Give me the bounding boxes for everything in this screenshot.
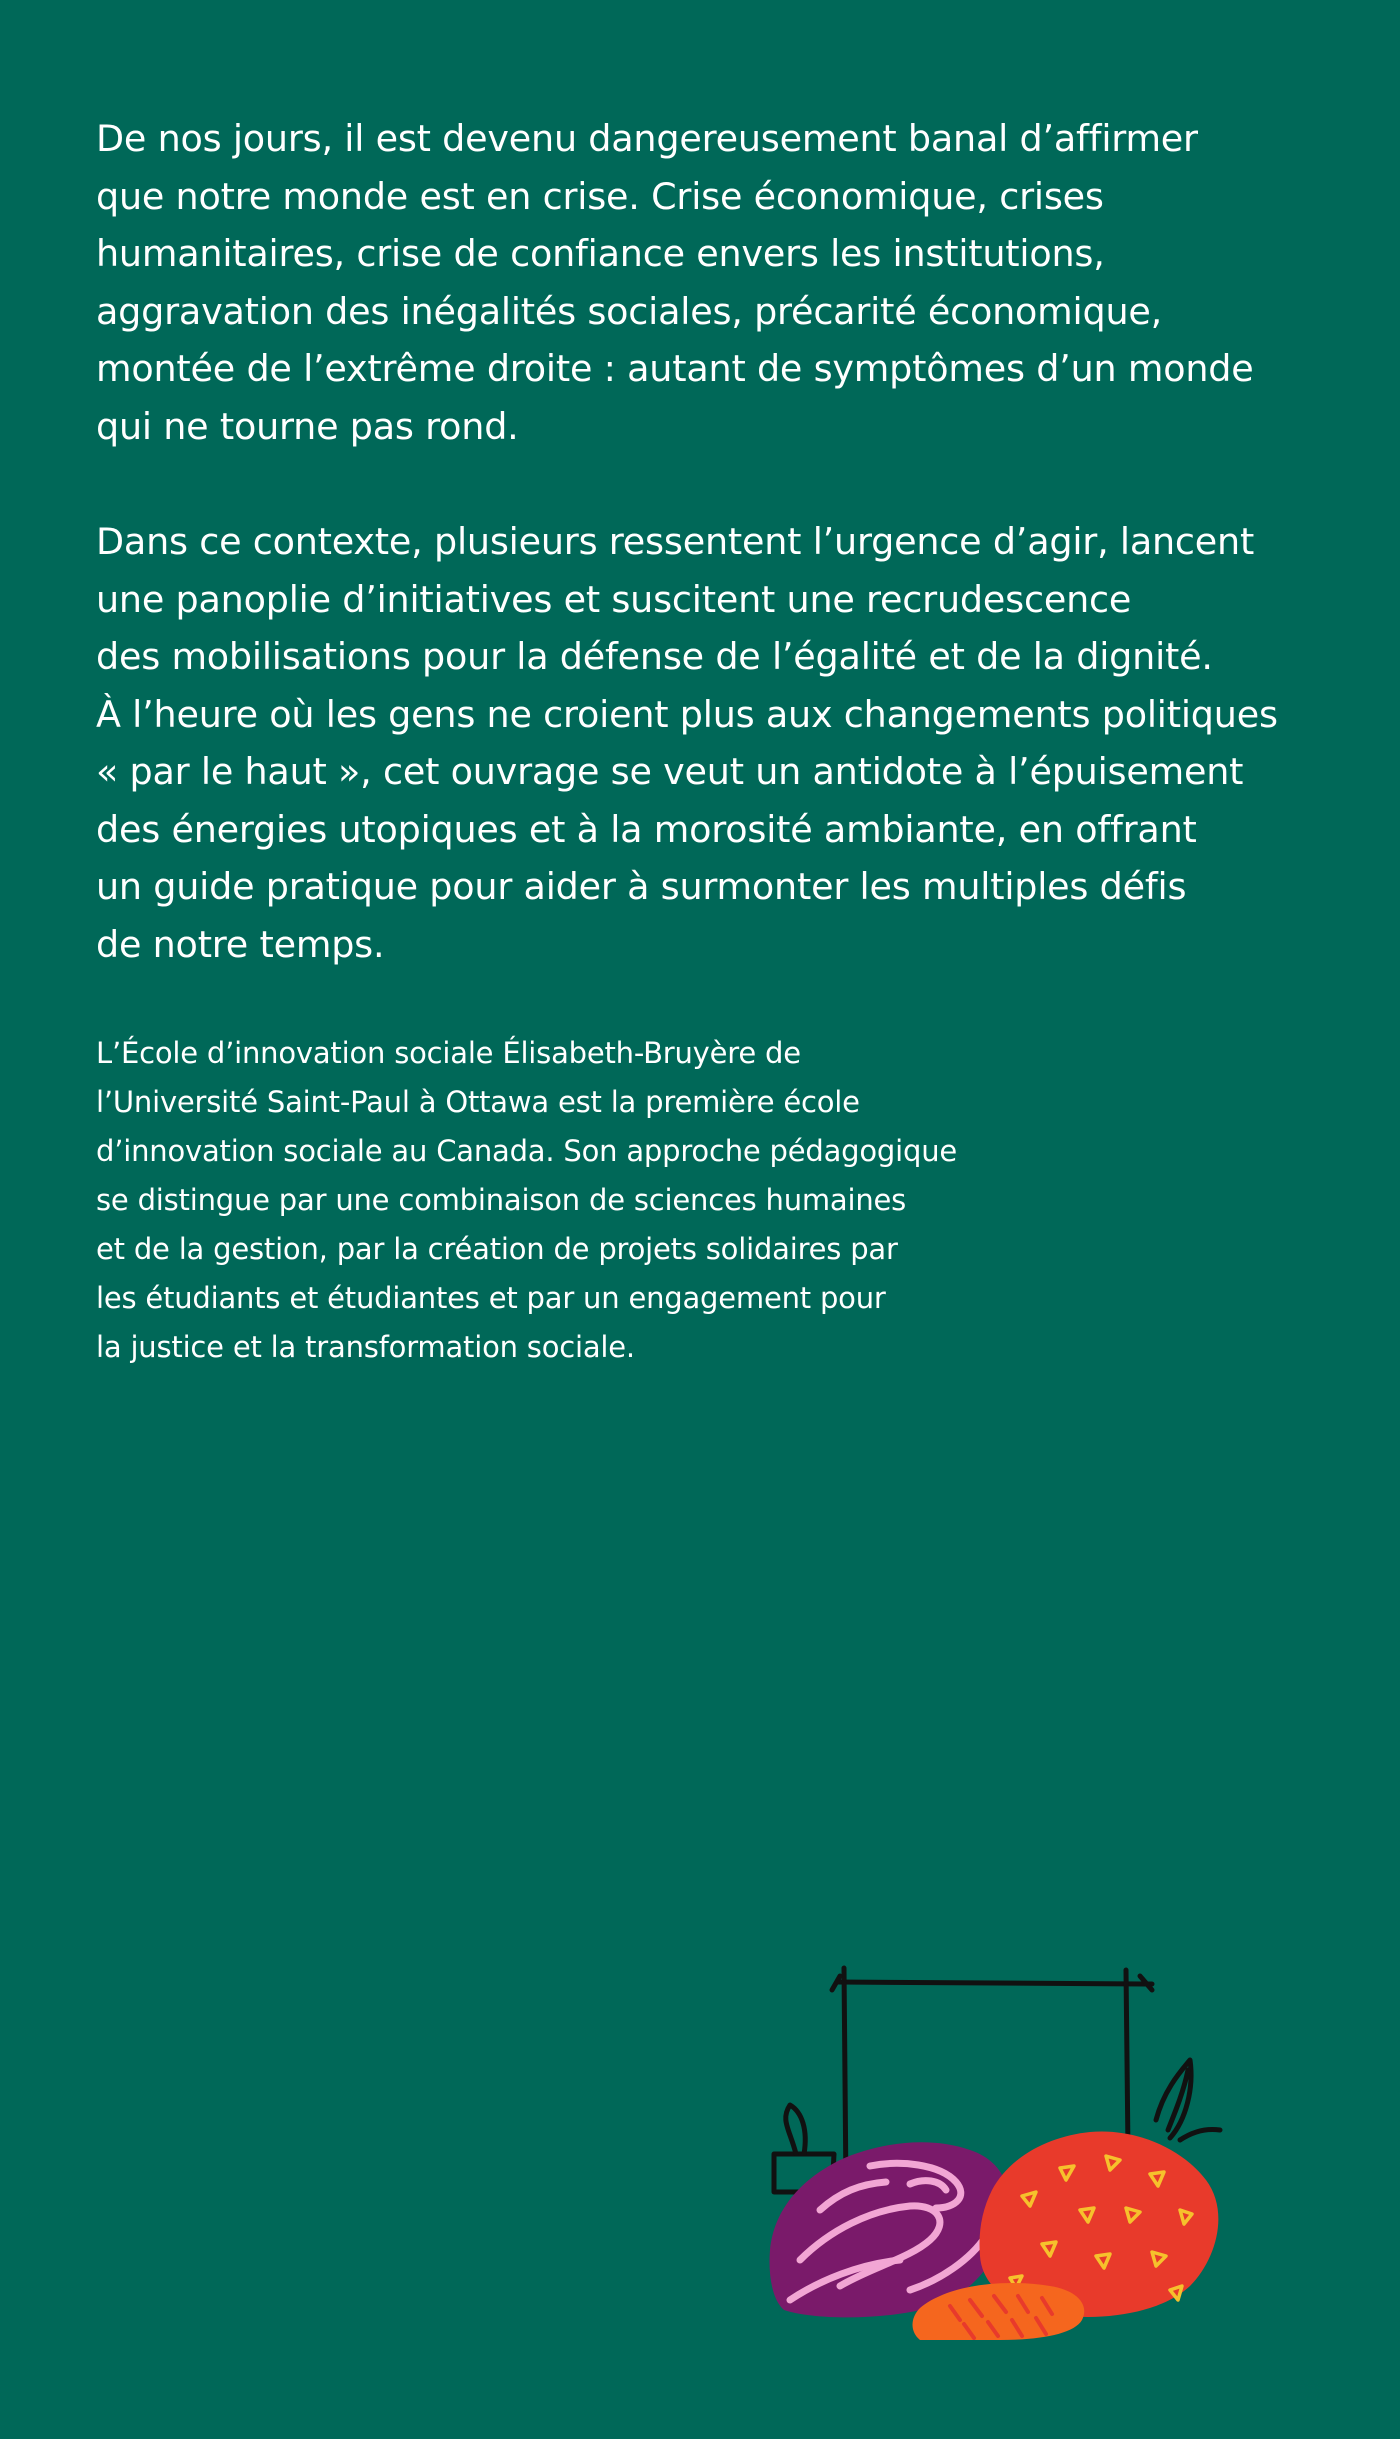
planter-with-colored-stones-icon (760, 1960, 1240, 2340)
text-line: Dans ce contexte, plusieurs ressentent l’urgence d’agir, lancent (96, 520, 1255, 563)
text-line: un guide pratique pour aider à surmonter les multiples défis (96, 865, 1187, 908)
text-line: qui ne tourne pas rond. (96, 404, 519, 448)
text-line: l’Université Saint-Paul à Ottawa est la première école (96, 1085, 860, 1119)
text-line: que notre monde est en crise. Crise économique, crises (96, 174, 1104, 218)
text-line: des mobilisations pour la défense de l’égalité et de la dignité. (96, 635, 1213, 678)
text-line: À l’heure où les gens ne croient plus aux changements politiques (96, 692, 1278, 736)
paragraph-intro (96, 110, 1346, 455)
text-line: montée de l’extrême droite : autant de symptômes d’un monde (96, 347, 1254, 390)
text-line: les étudiants et étudiantes et par un engagement pour (96, 1281, 886, 1315)
text-line: L’École d’innovation sociale Élisabeth-Bruyère de (96, 1036, 801, 1070)
text-line: des énergies utopiques et à la morosité ambiante, en offrant (96, 807, 1197, 851)
paragraph-school (96, 1029, 1346, 1372)
text-line: une panoplie d’initiatives et suscitent une recrudescence (96, 577, 1132, 621)
text-line: se distingue par une combinaison de sciences humaines (96, 1183, 907, 1217)
text-line: aggravation des inégalités sociales, précarité économique, (96, 289, 1163, 333)
text-line: « par le haut », cet ouvrage se veut un antidote à l’épuisement (96, 750, 1244, 793)
text-line: la justice et la transformation sociale. (96, 1330, 635, 1364)
text-line: d’innovation sociale au Canada. Son approche pédagogique (96, 1134, 958, 1168)
text-line: humanitaires, crise de confiance envers les institutions, (96, 232, 1105, 275)
text-line: de notre temps. (96, 922, 385, 966)
text-line: De nos jours, il est devenu dangereusement banal d’affirmer (96, 117, 1198, 160)
text-line: et de la gestion, par la création de projets solidaires par (96, 1232, 898, 1266)
paragraph-context (96, 513, 1346, 973)
